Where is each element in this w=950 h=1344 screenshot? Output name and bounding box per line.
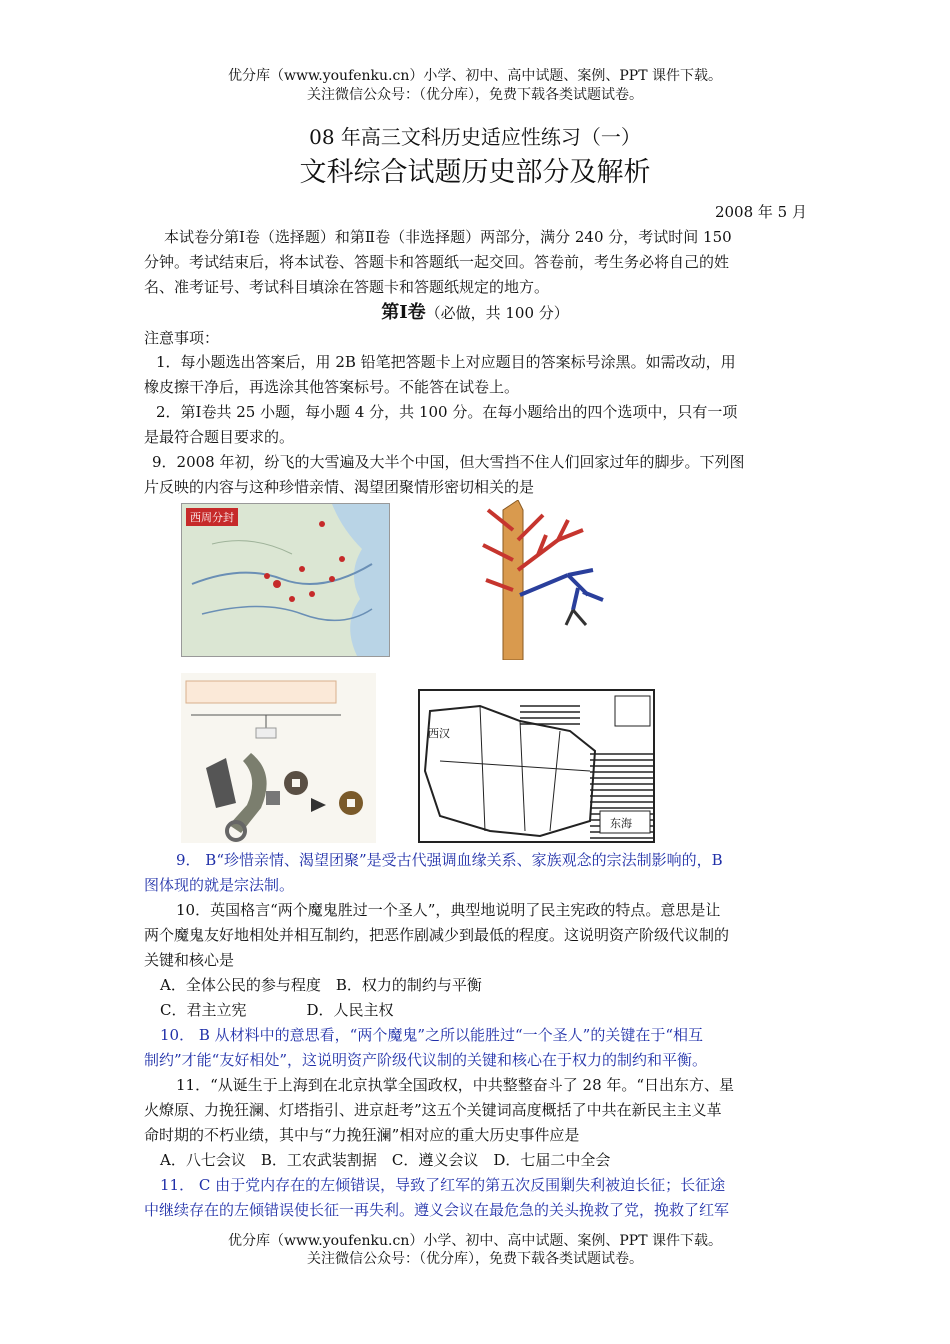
subtitle: 08 年高三文科历史适应性练习（一） — [309, 125, 641, 149]
q10-line-3: 关键和核心是 — [144, 951, 235, 969]
clan-tree-graphic — [468, 500, 608, 660]
a10-line-1: 10． B 从材料中的意思看，“两个魔鬼”之所以能胜过“一个圣人”的关键在于“相互 — [160, 1026, 703, 1044]
note-2-line-2: 是最符合题目要求的。 — [144, 428, 295, 446]
a9-line-1: 9． B“珍惜亲情、渴望团聚”是受古代强调血缘关系、家族观念的宗法制影响的，B — [176, 851, 723, 869]
q11-options: A．八七会议 B．工农武装割据 C．遵义会议 D．七届二中全会 — [160, 1151, 611, 1169]
han-map-label: 西汉 — [428, 727, 450, 740]
note-1-line-1: 1．每小题选出答案后，用 2B 铅笔把答题卡上对应题目的答案标号涂黑。如需改动，用 — [156, 353, 736, 371]
q9-line-2: 片反映的内容与这种珍惜亲情、渴望团聚情形密切相关的是 — [144, 478, 535, 496]
section-title-bold: 第Ⅰ卷 — [381, 302, 426, 323]
q11-line-2: 火燎原、力挽狂澜、灯塔指引、进京赶考”这五个关键词高度概括了中共在新民主主义革 — [144, 1101, 722, 1119]
q10-line-2: 两个魔鬼友好地相处并相互制约，把恶作剧减少到最低的程度。这说明资产阶级代议制的 — [144, 926, 730, 944]
q10-line-1: 10．英国格言“两个魔鬼胜过一个圣人”，典型地说明了民主宪政的特点。意思是让 — [176, 901, 721, 919]
note-1-line-2: 橡皮擦干净后，再选涂其他答案标号。不能答在试卷上。 — [144, 378, 520, 396]
a11-line-2: 中继续存在的左倾错误使长征一再失利。遵义会议在最危急的关头挽救了党，挽救了红军 — [144, 1201, 730, 1219]
han-map-sea-label: 东海 — [610, 817, 632, 830]
intro-line-1: 本试卷分第Ⅰ卷（选择题）和第Ⅱ卷（非选择题）两部分，满分 240 分，考试时间 150 — [164, 228, 732, 246]
intro-line-3: 名、准考证号、考试科目填涂在答题卡和答题纸规定的地方。 — [144, 278, 550, 296]
note-2-line-1: 2．第Ⅰ卷共 25 小题，每小题 4 分，共 100 分。在每小题给出的四个选项中，只有一项 — [156, 403, 738, 421]
exam-date: 2008 年 5 月 — [714, 203, 807, 221]
section-title-note: （必做，共 100 分） — [425, 304, 569, 322]
q11-line-1: 11．“从诞生于上海到在北京执掌全国政权，中共整整奋斗了 28 年。“日出东方、星 — [176, 1076, 735, 1094]
a9-line-2: 图体现的就是宗法制。 — [144, 876, 295, 894]
map-label: 西周分封 — [186, 508, 238, 526]
intro-line-2: 分钟。考试结束后，将本试卷、答题卡和答题纸一起交回。答卷前，考生务必将自己的姓 — [144, 253, 730, 271]
section-title — [0, 301, 950, 325]
footer-line-1: 优分库（www.youfenku.cn）小学、初中、高中试题、案例、PPT 课件下载。 — [227, 1233, 722, 1249]
page-title: 文科综合试题历史部分及解析 — [299, 157, 651, 188]
q11-line-3: 命时期的不朽业绩，其中与“力挽狂澜”相对应的重大历史事件应是 — [144, 1126, 580, 1144]
zhou-map-graphic — [182, 504, 389, 656]
a10-line-2: 制约”才能“友好相处”，这说明资产阶级代议制的关键和核心在于权力的制约和平衡。 — [144, 1051, 708, 1069]
coins-graphic — [181, 673, 376, 843]
notes-heading: 注意事项： — [144, 329, 220, 347]
q9-line-1: 9．2008 年初，纷飞的大雪遍及大半个中国，但大雪挡不住人们回家过年的脚步。下列图 — [152, 453, 745, 471]
ancient-coins-image — [181, 673, 376, 843]
zhou-fief-map-image — [181, 503, 390, 657]
q10-options-2: C．君主立宪 D．人民主权 — [160, 1001, 394, 1019]
footer-line-2: 关注微信公众号：（优分库），免费下载各类试题试卷。 — [307, 1251, 643, 1267]
clan-tree-image — [468, 500, 608, 660]
han-commandery-map-image — [418, 689, 655, 843]
header-line-1: 优分库（www.youfenku.cn）小学、初中、高中试题、案例、PPT 课件下载。 — [227, 68, 722, 84]
a11-line-1: 11． C 由于党内存在的左倾错误，导致了红军的第五次反围剿失利被迫长征；长征途 — [160, 1176, 726, 1194]
header-line-2: 关注微信公众号：（优分库），免费下载各类试题试卷。 — [307, 87, 643, 103]
q10-options-1: A．全体公民的参与程度 B．权力的制约与平衡 — [160, 976, 482, 994]
